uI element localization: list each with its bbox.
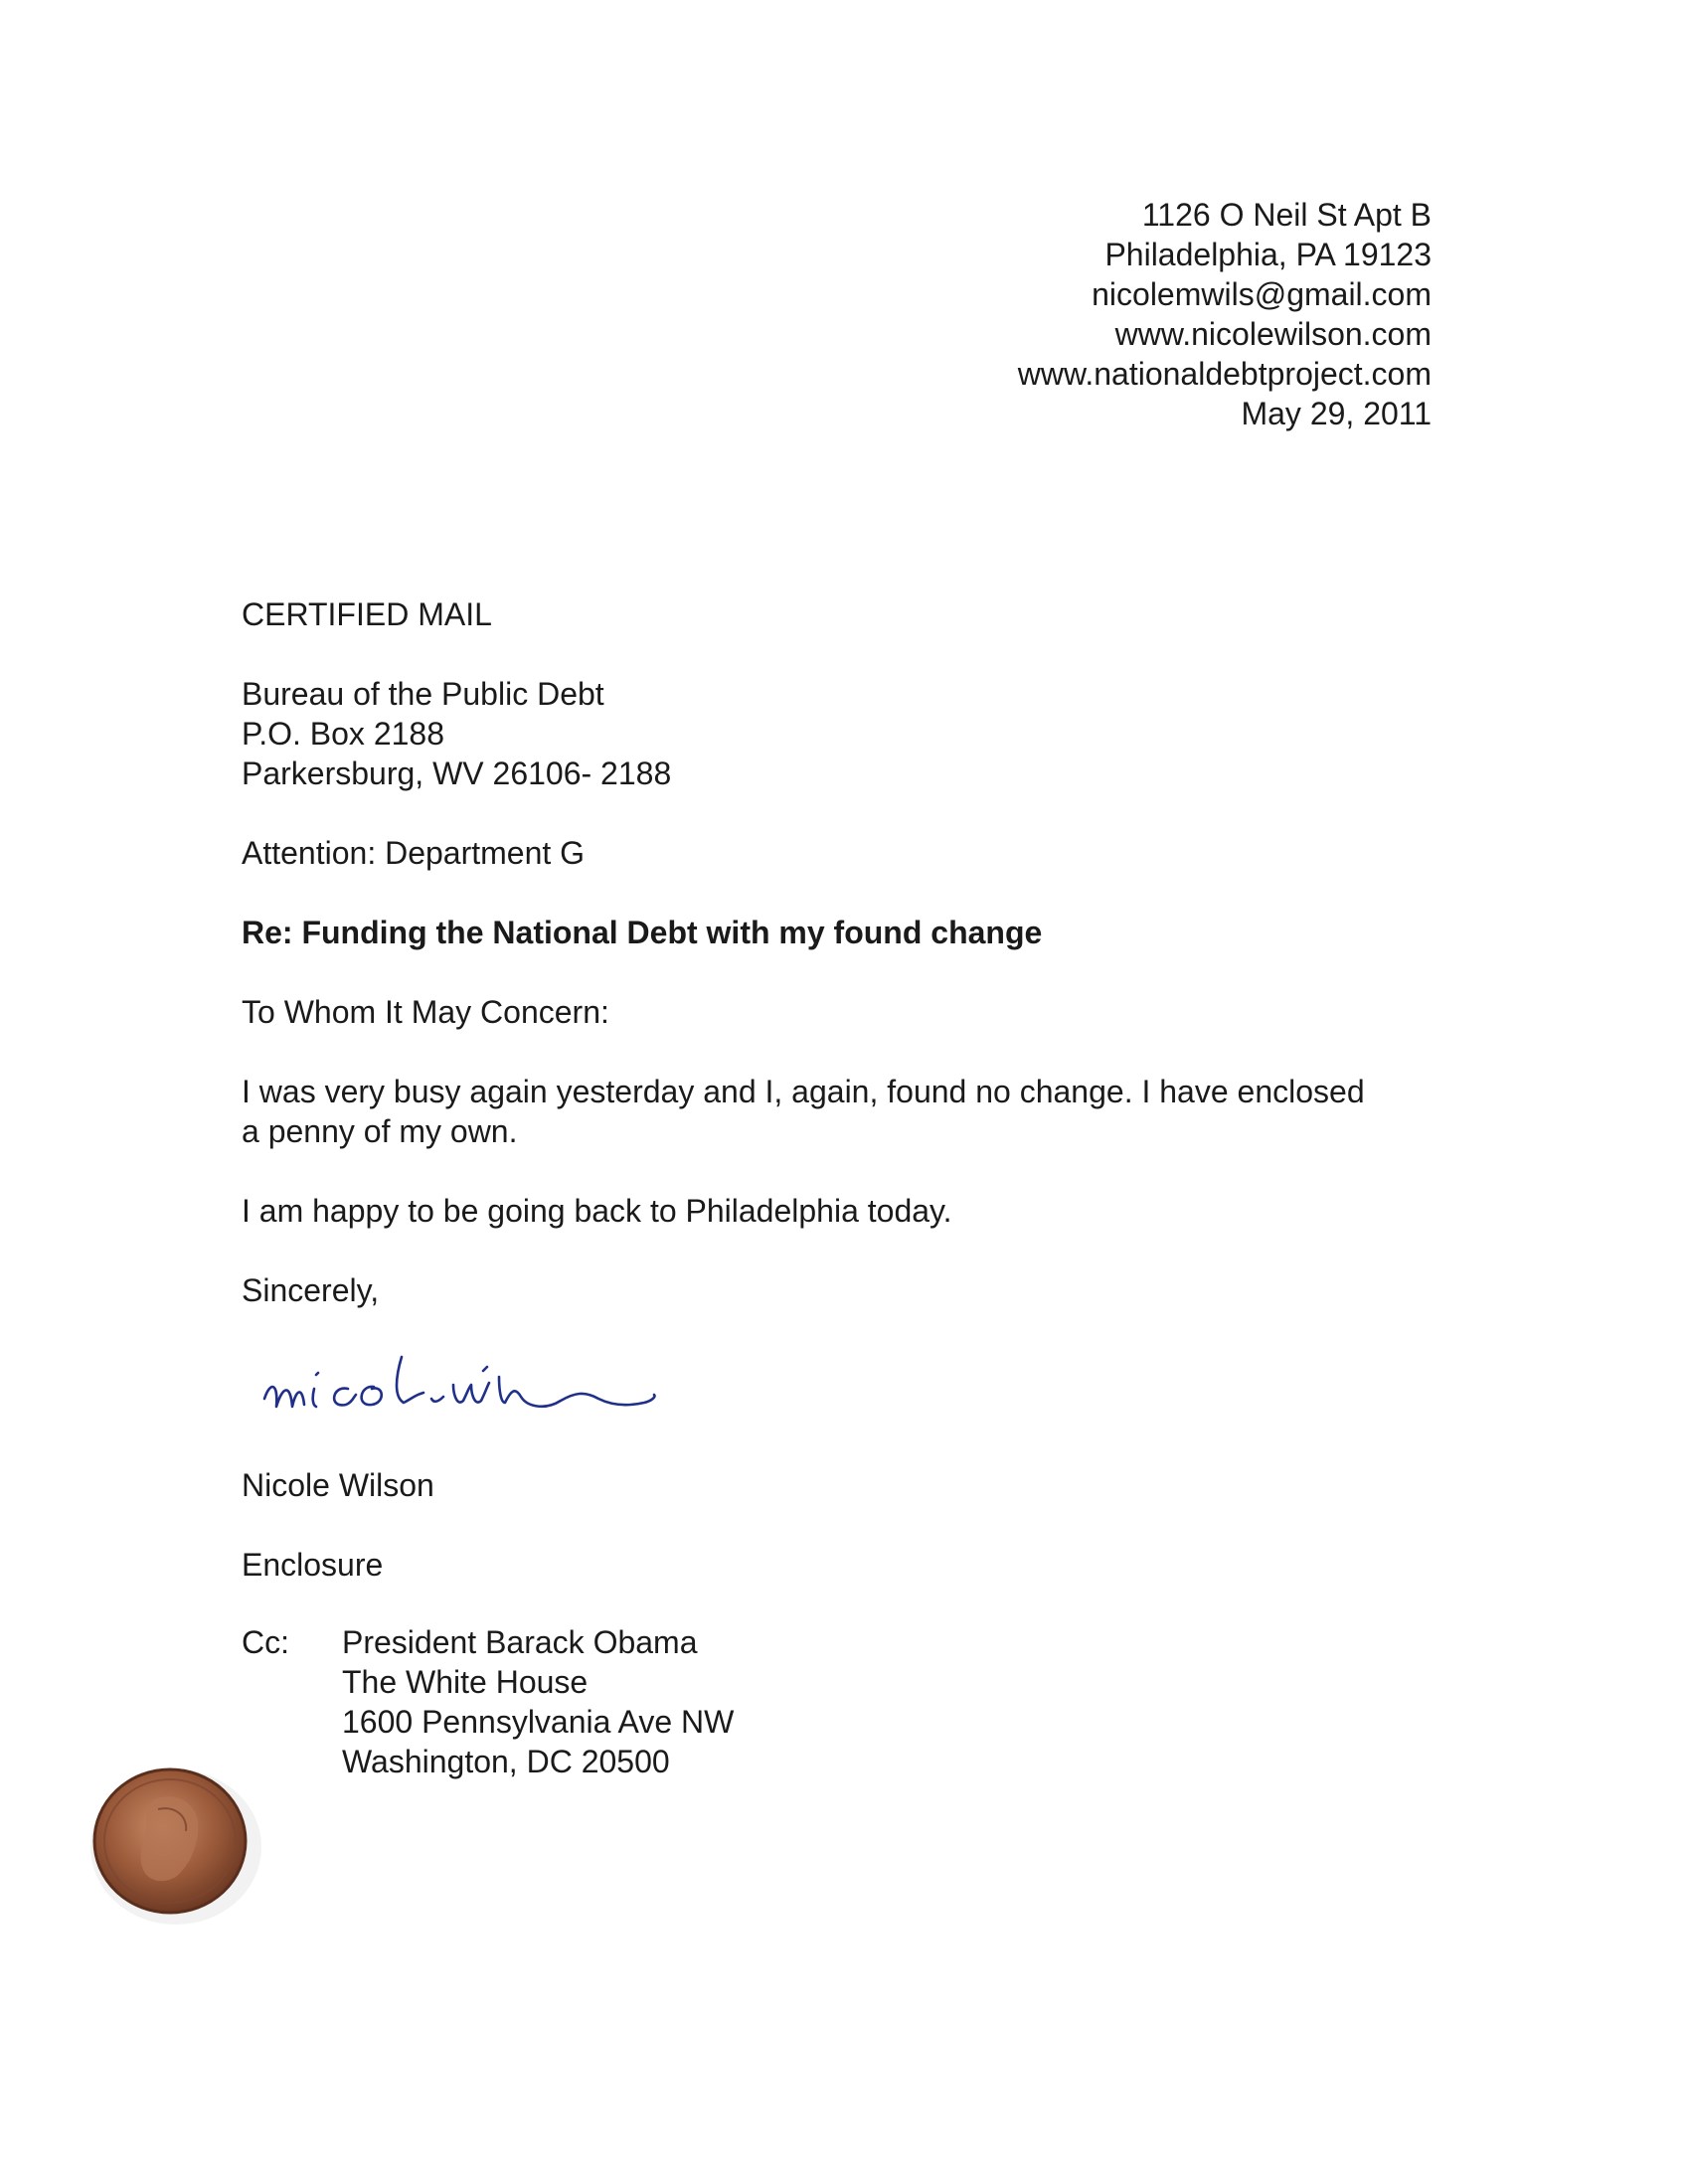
handwritten-signature xyxy=(256,1337,684,1446)
sender-email: nicolemwils@gmail.com xyxy=(1092,276,1432,312)
body-paragraph-2: I am happy to be going back to Philadelphia today. xyxy=(242,1193,952,1229)
penny-coin-icon xyxy=(84,1760,263,1929)
sender-address-line2: Philadelphia, PA 19123 xyxy=(1104,237,1432,272)
letter-date: May 29, 2011 xyxy=(1241,396,1432,431)
sender-block xyxy=(1018,195,1432,433)
cc-block xyxy=(342,1622,734,1781)
cc-street: 1600 Pennsylvania Ave NW xyxy=(342,1704,735,1740)
body-paragraph-1-line-1: I was very busy again yesterday and I, again, found no change. I have enclosed xyxy=(242,1074,1365,1109)
recipient-name: Bureau of the Public Debt xyxy=(242,676,604,712)
delivery-method: CERTIFIED MAIL xyxy=(242,596,492,632)
sender-address-line1: 1126 O Neil St Apt B xyxy=(1141,197,1432,233)
attention-line: Attention: Department G xyxy=(242,835,586,871)
recipient-city-state-zip: Parkersburg, WV 26106- 2188 xyxy=(242,756,672,791)
recipient-po-box: P.O. Box 2188 xyxy=(242,716,444,752)
closing: Sincerely, xyxy=(242,1272,380,1308)
cc-name: President Barack Obama xyxy=(342,1624,698,1660)
sender-website-1: www.nicolewilson.com xyxy=(1114,316,1432,352)
subject-line: Re: Funding the National Debt with my found change xyxy=(242,915,1043,950)
salutation: To Whom It May Concern: xyxy=(242,994,609,1030)
signer-name: Nicole Wilson xyxy=(242,1467,434,1503)
cc-org: The White House xyxy=(342,1664,589,1700)
sender-website-2: www.nationaldebtproject.com xyxy=(1017,356,1432,392)
body-paragraph-1-line-2: a penny of my own. xyxy=(242,1113,518,1149)
cc-label: Cc: xyxy=(242,1624,289,1660)
cc-city-state-zip: Washington, DC 20500 xyxy=(342,1744,670,1779)
enclosure-notation: Enclosure xyxy=(242,1547,384,1583)
